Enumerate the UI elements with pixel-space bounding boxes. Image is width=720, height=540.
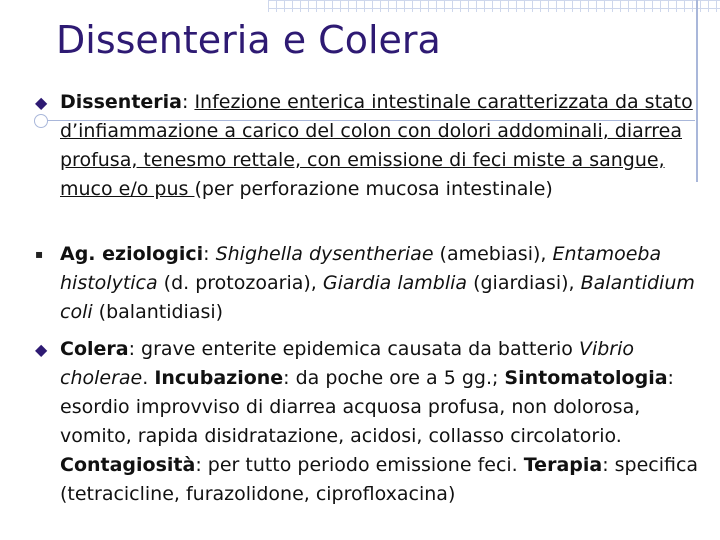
dissenteria-colon: : — [182, 91, 195, 113]
diamond-bullet-icon: ◆ — [35, 340, 48, 359]
organism-balantidium-note: (balantidiasi) — [92, 301, 224, 323]
dissenteria-term: Dissenteria — [60, 91, 182, 113]
colera-term: Colera — [60, 338, 129, 360]
square-bullet-icon: ▪ — [35, 247, 44, 261]
terapia-text: : specifica (tetracicline, furazolidone, ciprofloxacina) — [60, 454, 699, 505]
contagiosita-label: Contagiosità — [60, 454, 196, 476]
colera-text-2: . — [142, 367, 155, 389]
incubazione-text: : da poche ore a 5 gg.; — [283, 367, 505, 389]
organism-giardia: Giardia lamblia — [322, 272, 468, 294]
dissenteria-definition-tail: (per perforazione mucosa intestinale) — [194, 178, 553, 200]
terapia-label: Terapia — [523, 454, 603, 476]
page-title: Dissenteria e Colera — [56, 18, 441, 62]
contagiosita-text: : per tutto periodo emissione feci. — [195, 454, 524, 476]
organism-entamoeba: Entamoeba histolytica — [60, 243, 662, 294]
colera-paragraph — [60, 335, 708, 509]
diamond-bullet-icon: ◆ — [35, 93, 48, 112]
agenti-eziologici-paragraph — [60, 240, 708, 327]
organism-entamoeba-note: (d. protozoaria), — [157, 272, 323, 294]
dissenteria-definition: Infezione enterica intestinale caratterizzata da stato d’infiammazione a carico del colon con dolori addominali, diarrea profusa, tenesmo rettale, con emissione di feci miste a sangue, muco e/o pus — [60, 91, 693, 200]
sintomatologia-text: : esordio improvviso di diarrea acquosa profusa, non dolorosa, vomito, rapida disidratazione, acidosi, collasso circolatorio. — [60, 367, 674, 447]
organism-balantidium: Balantidium coli — [60, 272, 695, 323]
colera-text: : grave enterite epidemica causata da batterio — [128, 338, 579, 360]
incubazione-label: Incubazione — [154, 367, 284, 389]
organism-giardia-note: (giardiasi), — [467, 272, 581, 294]
agenti-eziologici-term: Ag. eziologici — [60, 243, 204, 265]
organism-vibrio: Vibrio cholerae — [60, 338, 635, 389]
dissenteria-paragraph — [60, 88, 708, 204]
sintomatologia-label: Sintomatologia — [504, 367, 668, 389]
organism-shighella: Shighella dysentheriae — [215, 243, 434, 265]
decorative-grid — [268, 0, 720, 12]
organism-shighella-note: (amebiasi), — [433, 243, 553, 265]
agenti-eziologici-colon: : — [203, 243, 216, 265]
